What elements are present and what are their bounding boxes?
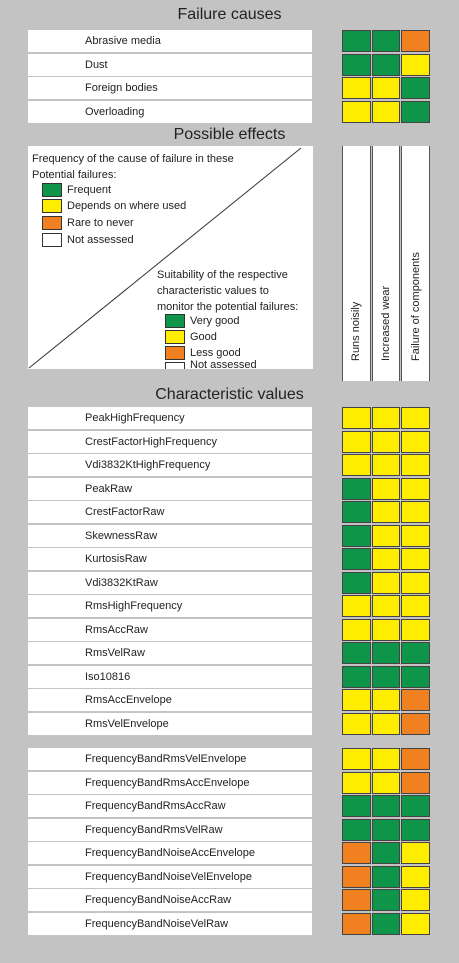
rating-cell-good — [401, 548, 430, 570]
legend-label: Good — [190, 331, 217, 343]
rating-cell-good — [401, 525, 430, 547]
rating-cell-very-good — [342, 795, 371, 817]
row-label: Vdi3832KtRaw — [28, 572, 312, 594]
rating-cell-good — [401, 619, 430, 641]
rating-cell-very-good — [372, 889, 401, 911]
row-label: FrequencyBandRmsVelEnvelope — [28, 748, 312, 770]
rating-cells — [342, 748, 430, 770]
rating-cells — [342, 501, 430, 523]
rating-cells — [342, 478, 430, 500]
rating-cell-good — [401, 572, 430, 594]
rating-cells — [342, 819, 430, 841]
rating-cell-frequent — [342, 30, 371, 52]
rating-cell-less-good — [401, 772, 430, 794]
rating-cell-good — [342, 454, 371, 476]
rating-cell-less-good — [401, 713, 430, 735]
rating-cell-good — [372, 689, 401, 711]
rating-cells — [342, 595, 430, 617]
rating-cell-very-good — [401, 642, 430, 664]
row-label: CrestFactorHighFrequency — [28, 431, 312, 453]
row-label: FrequencyBandRmsAccRaw — [28, 795, 312, 817]
legend-label: Very good — [190, 315, 240, 327]
row-label: RmsVelRaw — [28, 642, 312, 664]
possible-effects-header: Possible effects — [173, 126, 286, 143]
rating-cell-very-good — [342, 572, 371, 594]
swatch-very-good — [165, 314, 185, 328]
rating-cell-very-good — [372, 666, 401, 688]
row-label: PeakRaw — [28, 478, 312, 500]
rating-cell-good — [401, 407, 430, 429]
row-label: FrequencyBandNoiseVelRaw — [28, 913, 312, 935]
rating-cell-good — [401, 501, 430, 523]
row-label: RmsAccEnvelope — [28, 689, 312, 711]
row-label: CrestFactorRaw — [28, 501, 312, 523]
rating-cell-less-good — [342, 889, 371, 911]
rating-cells — [342, 713, 430, 735]
rating-cells — [342, 842, 430, 864]
rating-cells — [342, 431, 430, 453]
rating-cell-good — [372, 454, 401, 476]
rating-cell-very-good — [342, 819, 371, 841]
rating-cell-good — [342, 772, 371, 794]
row-label: Overloading — [28, 101, 312, 123]
legend-label: Depends on where used — [67, 200, 187, 212]
rating-cell-good — [372, 478, 401, 500]
rating-cell-good — [372, 748, 401, 770]
row-label: Abrasive media — [28, 30, 312, 52]
rating-cells — [342, 642, 430, 664]
row-label: RmsHighFrequency — [28, 595, 312, 617]
row-label: FrequencyBandRmsVelRaw — [28, 819, 312, 841]
rating-cell-good — [372, 431, 401, 453]
rating-cell-good — [372, 772, 401, 794]
rating-cells — [342, 454, 430, 476]
swatch-not-assessed — [42, 233, 62, 247]
row-label: SkewnessRaw — [28, 525, 312, 547]
effect-column — [342, 146, 371, 381]
rating-cells — [342, 866, 430, 888]
rating-cell-very-good — [342, 478, 371, 500]
rating-cell-good — [401, 478, 430, 500]
rating-cell-depends — [342, 101, 371, 123]
rating-cell-very-good — [372, 795, 401, 817]
row-label: Vdi3832KtHighFrequency — [28, 454, 312, 476]
rating-cell-very-good — [401, 666, 430, 688]
rating-cells — [342, 407, 430, 429]
rating-cell-depends — [372, 77, 401, 99]
rating-cell-good — [372, 572, 401, 594]
row-label: RmsAccRaw — [28, 619, 312, 641]
rating-cells — [342, 101, 430, 123]
effect-label: Failure of components — [409, 252, 422, 361]
swatch-good — [165, 330, 185, 344]
rating-cell-depends — [342, 77, 371, 99]
swatch-depends — [42, 199, 62, 213]
rating-cell-very-good — [372, 866, 401, 888]
rating-cell-good — [401, 454, 430, 476]
rating-cells — [342, 889, 430, 911]
row-label: KurtosisRaw — [28, 548, 312, 570]
rating-cell-rare — [401, 30, 430, 52]
rating-cell-good — [342, 748, 371, 770]
rating-cell-depends — [372, 101, 401, 123]
rating-cell-depends — [401, 54, 430, 76]
rating-cell-frequent — [401, 101, 430, 123]
rating-cell-good — [401, 889, 430, 911]
rating-cell-very-good — [342, 642, 371, 664]
effects-panel — [342, 146, 430, 381]
row-label: FrequencyBandRmsAccEnvelope — [28, 772, 312, 794]
legend-causes-title: Frequency of the cause of failure in these Potential failures: — [32, 153, 234, 181]
row-label: PeakHighFrequency — [28, 407, 312, 429]
rating-cell-good — [342, 619, 371, 641]
row-label: FrequencyBandNoiseAccEnvelope — [28, 842, 312, 864]
swatch-frequent — [42, 183, 62, 197]
rating-cell-less-good — [401, 748, 430, 770]
rating-cell-good — [401, 913, 430, 935]
rating-cell-less-good — [342, 913, 371, 935]
rating-cell-good — [401, 595, 430, 617]
rating-cell-good — [372, 619, 401, 641]
rating-cell-very-good — [401, 795, 430, 817]
rating-cell-less-good — [401, 689, 430, 711]
rating-cell-good — [401, 842, 430, 864]
rating-cell-good — [342, 431, 371, 453]
rating-cell-less-good — [342, 866, 371, 888]
rating-cell-very-good — [372, 819, 401, 841]
rating-cell-very-good — [342, 548, 371, 570]
row-label: Foreign bodies — [28, 77, 312, 99]
rating-cells — [342, 54, 430, 76]
row-label: Dust — [28, 54, 312, 76]
failure-causes-header: Failure causes — [177, 6, 282, 23]
rating-cell-frequent — [342, 54, 371, 76]
rating-cells — [342, 525, 430, 547]
legend-values-title: Suitability of the respective characteristic values to monitor the potential failures: — [157, 269, 299, 313]
rating-cell-very-good — [342, 525, 371, 547]
rating-cell-frequent — [372, 54, 401, 76]
legend-label: Less good — [190, 347, 241, 359]
rating-cell-frequent — [401, 77, 430, 99]
rating-cell-good — [372, 595, 401, 617]
row-label: FrequencyBandNoiseVelEnvelope — [28, 866, 312, 888]
rating-cell-good — [342, 595, 371, 617]
rating-cells — [342, 666, 430, 688]
rating-cell-very-good — [372, 642, 401, 664]
rating-cells — [342, 619, 430, 641]
legend-label: Rare to never — [67, 217, 134, 229]
swatch-rare — [42, 216, 62, 230]
rating-cell-good — [342, 407, 371, 429]
rating-cell-very-good — [342, 501, 371, 523]
rating-cell-good — [401, 431, 430, 453]
rating-cells — [342, 772, 430, 794]
legend-label: Not assessed — [67, 234, 134, 246]
rating-cell-good — [342, 689, 371, 711]
rating-cells — [342, 572, 430, 594]
rating-cell-good — [372, 501, 401, 523]
rating-cells — [342, 30, 430, 52]
legend-label: Not assessed — [190, 359, 257, 371]
rating-cell-good — [372, 525, 401, 547]
effect-label: Increased wear — [380, 285, 392, 361]
rating-cell-good — [372, 713, 401, 735]
rating-cells — [342, 913, 430, 935]
legend-panel — [28, 146, 313, 369]
effect-column — [372, 146, 401, 381]
swatch-not-assessed — [165, 362, 185, 369]
rating-cell-very-good — [401, 819, 430, 841]
rating-cell-good — [372, 407, 401, 429]
rating-cell-frequent — [372, 30, 401, 52]
rating-cell-very-good — [372, 842, 401, 864]
effect-label: Runs noisily — [350, 301, 363, 361]
rating-cells — [342, 689, 430, 711]
rating-cell-good — [401, 866, 430, 888]
row-label: RmsVelEnvelope — [28, 713, 312, 735]
row-label: Iso10816 — [28, 666, 312, 688]
row-label: FrequencyBandNoiseAccRaw — [28, 889, 312, 911]
effect-column — [401, 146, 430, 381]
rating-cell-good — [342, 713, 371, 735]
characteristic-values-header: Characteristic values — [155, 386, 304, 403]
rating-cell-very-good — [372, 913, 401, 935]
rating-cells — [342, 77, 430, 99]
rating-cells — [342, 548, 430, 570]
rating-cells — [342, 795, 430, 817]
swatch-less-good — [165, 346, 185, 360]
rating-cell-good — [372, 548, 401, 570]
legend-label: Frequent — [67, 184, 112, 196]
rating-cell-less-good — [342, 842, 371, 864]
rating-cell-very-good — [342, 666, 371, 688]
